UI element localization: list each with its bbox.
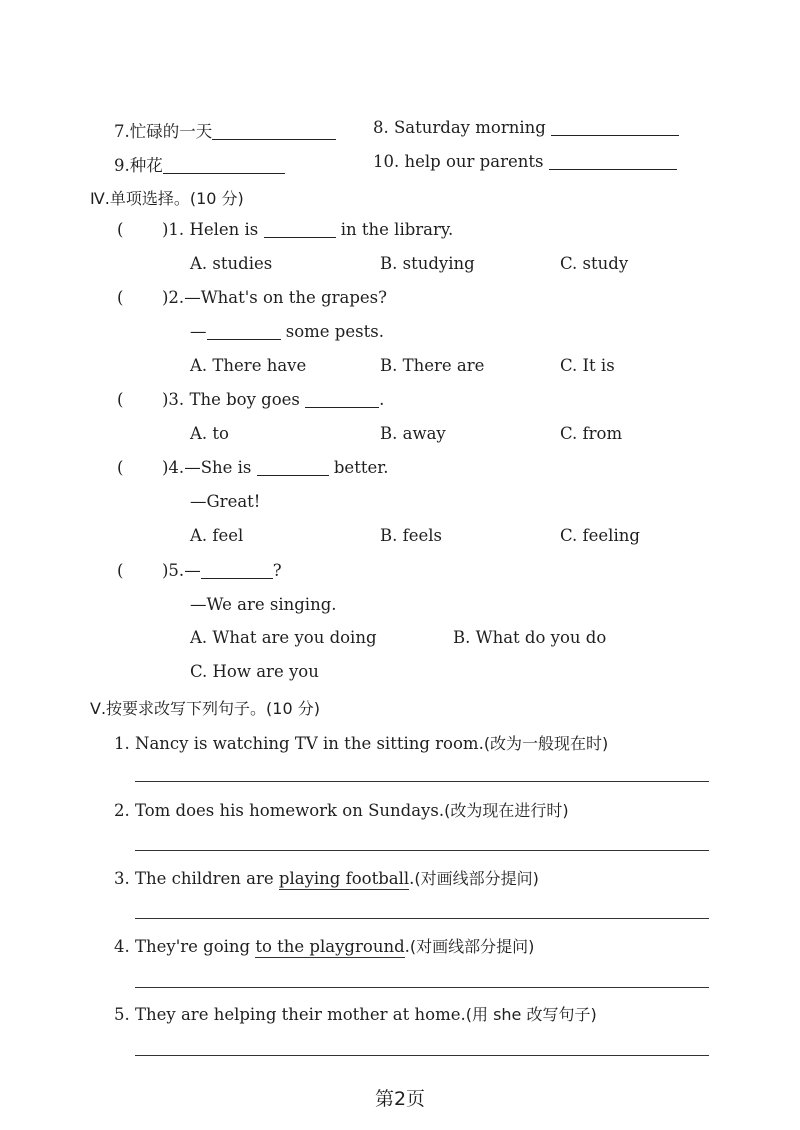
vocab-num: 9. — [114, 156, 130, 175]
option-a[interactable]: A. studies — [190, 254, 273, 273]
item-num: 1. — [114, 734, 130, 753]
question-stem: Helen is — [189, 220, 259, 239]
answer-paren[interactable]: ( — [117, 390, 124, 409]
item-note: (对画线部分提问) — [409, 937, 535, 956]
question-4-line2: —Great! — [190, 492, 261, 511]
option-b[interactable]: B. What do you do — [453, 628, 607, 647]
rewrite-item-3 — [114, 866, 539, 889]
rewrite-item-5 — [114, 1002, 597, 1025]
underlined-phrase: playing football — [278, 869, 410, 888]
answer-blank[interactable] — [201, 577, 273, 579]
vocab-text: Saturday morning — [394, 118, 546, 137]
vocab-item-8 — [373, 118, 679, 137]
item-text-end: . — [409, 869, 415, 888]
answer-blank[interactable] — [257, 474, 329, 476]
option-c[interactable]: C. study — [560, 254, 629, 273]
vocab-num: 7. — [114, 122, 130, 141]
question-4 — [162, 458, 389, 477]
item-text: Nancy is watching TV in the sitting room. — [135, 734, 484, 753]
vocab-text: 种花 — [129, 156, 163, 175]
section-title: 单项选择。(10 分) — [109, 189, 244, 208]
section-numeral: Ⅴ. — [90, 699, 107, 718]
rewrite-item-1 — [114, 731, 608, 754]
answer-blank[interactable] — [549, 168, 677, 170]
item-num: 3. — [114, 869, 130, 888]
item-num: 5. — [114, 1005, 130, 1024]
vocab-item-9 — [114, 152, 285, 176]
item-text: They are helping their mother at home. — [135, 1005, 466, 1024]
option-a[interactable]: A. There have — [190, 356, 307, 375]
option-a[interactable]: A. to — [190, 424, 229, 443]
underlined-phrase: to the playground — [255, 937, 405, 956]
answer-blank[interactable] — [551, 134, 679, 136]
rewrite-item-2 — [114, 798, 569, 821]
section-title: 按要求改写下列句子。(10 分) — [106, 699, 320, 718]
item-num: 2. — [114, 801, 130, 820]
question-stem: —What's on the grapes? — [184, 288, 387, 307]
answer-line[interactable] — [135, 781, 709, 782]
option-b[interactable]: B. There are — [380, 356, 485, 375]
question-stem-end: better. — [333, 458, 389, 477]
option-b[interactable]: B. away — [380, 424, 446, 443]
item-note: (对画线部分提问) — [414, 869, 539, 888]
question-stem: —She is — [184, 458, 252, 477]
option-c[interactable]: C. feeling — [560, 526, 640, 545]
option-a[interactable]: A. What are you doing — [190, 628, 377, 647]
question-stem-end: in the library. — [340, 220, 454, 239]
vocab-num: 10. — [373, 152, 400, 171]
section-5-heading — [90, 696, 320, 719]
vocab-item-7 — [114, 118, 336, 142]
section-numeral: Ⅳ. — [90, 189, 110, 208]
dash: — — [190, 322, 207, 341]
answer-blank[interactable] — [212, 138, 336, 140]
option-a[interactable]: A. feel — [190, 526, 244, 545]
dash: — — [184, 561, 201, 580]
question-num: )3. — [162, 390, 185, 409]
answer-blank[interactable] — [163, 172, 285, 174]
answer-blank[interactable] — [264, 236, 336, 238]
question-5-line2: —We are singing. — [190, 595, 337, 614]
answer-paren[interactable]: ( — [117, 220, 124, 239]
answer-line[interactable] — [135, 1055, 709, 1056]
vocab-num: 8. — [373, 118, 389, 137]
question-2 — [162, 288, 387, 307]
question-num: )4. — [162, 458, 185, 477]
vocab-text: 忙碌的一天 — [129, 122, 213, 141]
vocab-item-10 — [373, 152, 677, 171]
answer-paren[interactable]: ( — [117, 458, 124, 477]
option-c[interactable]: C. It is — [560, 356, 615, 375]
answer-paren[interactable]: ( — [117, 561, 124, 580]
question-stem: The boy goes — [189, 390, 300, 409]
answer-line[interactable] — [135, 850, 709, 851]
item-text: They're going — [135, 937, 256, 956]
question-2-line2 — [190, 322, 384, 341]
item-text-end: . — [404, 937, 410, 956]
item-num: 4. — [114, 937, 130, 956]
question-stem-end: ? — [272, 561, 282, 580]
answer-blank[interactable] — [207, 338, 281, 340]
question-3 — [162, 390, 384, 409]
vocab-text: help our parents — [404, 152, 544, 171]
item-text: Tom does his homework on Sundays. — [135, 801, 445, 820]
question-num: )2. — [162, 288, 185, 307]
item-note: (用 she 改写句子) — [465, 1005, 597, 1024]
option-b[interactable]: B. feels — [380, 526, 442, 545]
page-number: 第2页 — [374, 1088, 426, 1110]
question-num: )1. — [162, 220, 185, 239]
option-c[interactable]: C. from — [560, 424, 623, 443]
option-c[interactable]: C. How are you — [190, 662, 319, 681]
item-note: (改为一般现在时) — [483, 734, 609, 753]
answer-blank[interactable] — [305, 406, 379, 408]
item-note: (改为现在进行时) — [444, 801, 569, 820]
option-b[interactable]: B. studying — [380, 254, 475, 273]
question-num: )5. — [162, 561, 185, 580]
question-stem-end: . — [379, 390, 385, 409]
answer-line[interactable] — [135, 987, 709, 988]
answer-line[interactable] — [135, 918, 709, 919]
item-text: The children are — [135, 869, 279, 888]
question-stem-end: some pests. — [285, 322, 384, 341]
rewrite-item-4 — [114, 934, 534, 957]
section-4-heading — [90, 186, 244, 209]
question-5 — [162, 561, 282, 580]
question-1 — [162, 220, 453, 239]
answer-paren[interactable]: ( — [117, 288, 124, 307]
